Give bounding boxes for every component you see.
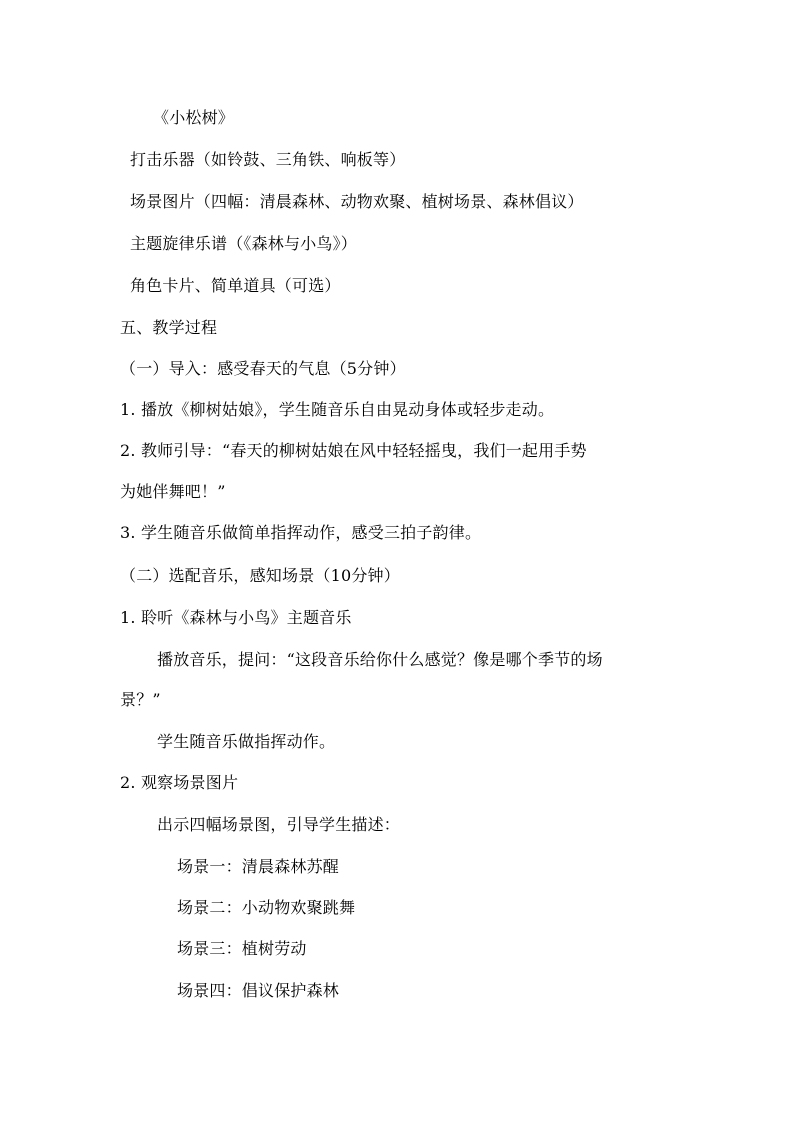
- part1-heading: （一）导入：感受春天的气息（5分钟）: [120, 359, 406, 378]
- part2-item2: 2. 观察场景图片: [120, 773, 239, 792]
- part2-item1-paragraph1-line1: 播放音乐，提问：“这段音乐给你什么感觉？像是哪个季节的场: [157, 650, 603, 669]
- material-item-scene-pictures: 场景图片（四幅：清晨森林、动物欢聚、植树场景、森林倡议）: [130, 192, 584, 211]
- part1-item3: 3. 学生随音乐做简单指挥动作，感受三拍子韵律。: [120, 523, 482, 542]
- part2-item1-paragraph1-line2: 景？”: [120, 690, 161, 709]
- scene-item-2: 场景二：小动物欢聚跳舞: [177, 898, 356, 917]
- material-item-score: 主题旋律乐谱（《森林与小鸟》）: [130, 234, 358, 253]
- part2-item2-paragraph1: 出示四幅场景图，引导学生描述：: [157, 815, 401, 834]
- material-item-songbook: 《小松树》: [153, 108, 235, 127]
- part1-item1: 1. 播放《柳树姑娘》，学生随音乐自由晃动身体或轻步走动。: [120, 400, 555, 419]
- material-item-cards: 角色卡片、简单道具（可选）: [130, 276, 341, 295]
- scene-item-1: 场景一：清晨森林苏醒: [177, 857, 340, 876]
- material-item-percussion: 打击乐器（如铃鼓、三角铁、响板等）: [130, 150, 406, 169]
- part2-item1-paragraph2: 学生随音乐做指挥动作。: [157, 732, 336, 751]
- part1-item2-line1: 2. 教师引导：“春天的柳树姑娘在风中轻轻摇曳，我们一起用手势: [120, 441, 587, 460]
- part1-item2-line2: 为她伴舞吧！”: [120, 482, 226, 501]
- part2-item1: 1. 聆听《森林与小鸟》主题音乐: [120, 608, 352, 627]
- scene-item-4: 场景四：倡议保护森林: [177, 981, 340, 1000]
- scene-item-3: 场景三：植树劳动: [177, 939, 307, 958]
- section-title: 五、教学过程: [120, 318, 218, 337]
- part2-heading: （二）选配音乐，感知场景（10分钟）: [120, 566, 400, 585]
